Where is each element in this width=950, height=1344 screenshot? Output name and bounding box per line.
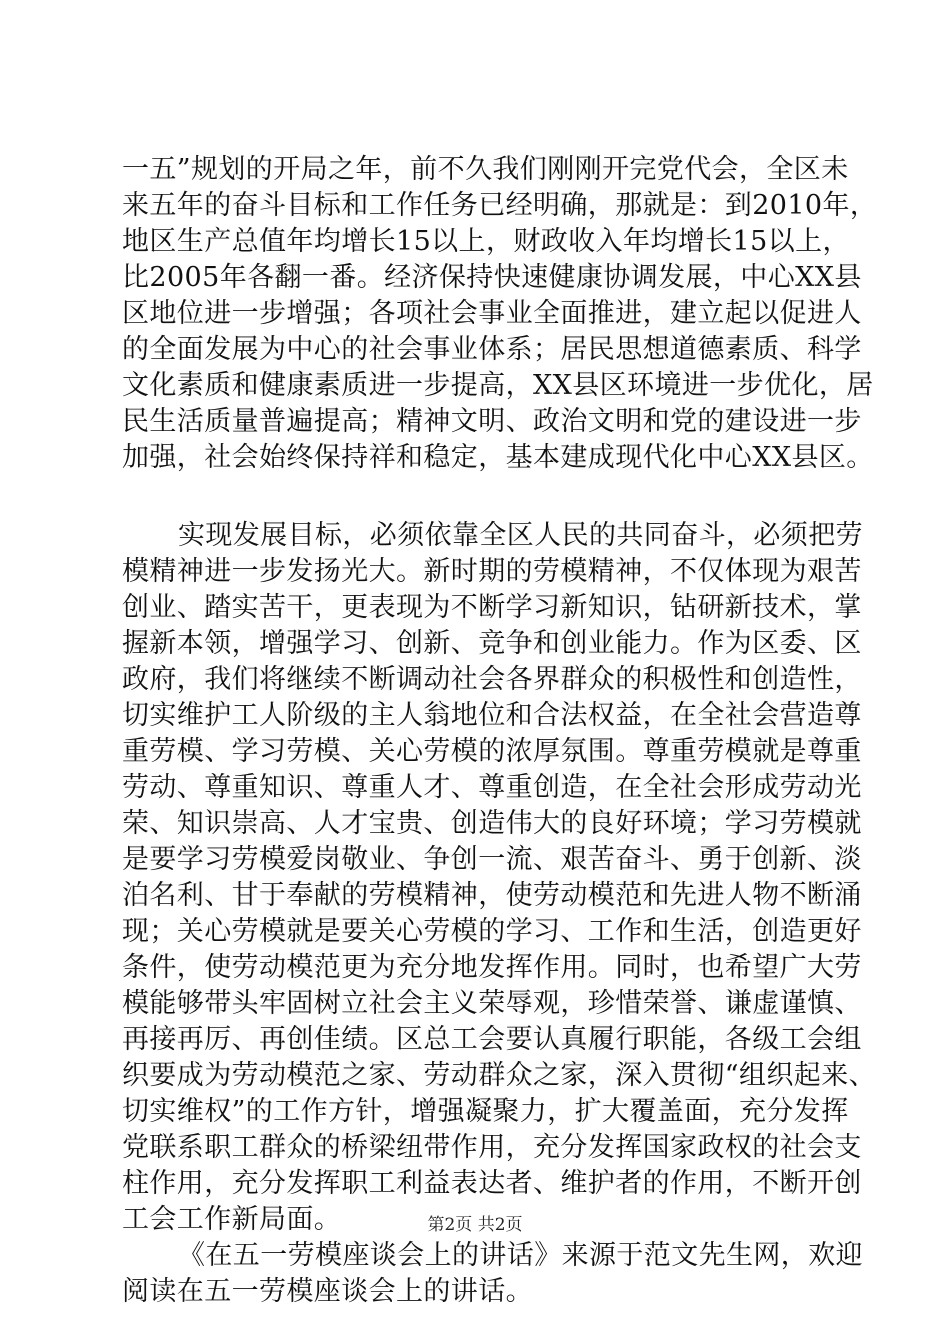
text-line: 创业、踏实苦干，更表现为不断学习新知识，钻研新技术，掌	[122, 592, 862, 623]
text-line: 区地位进一步增强；各项社会事业全面推进，建立起以促进人	[122, 298, 862, 329]
text-line: 实现发展目标，必须依靠全区人民的共同奋斗，必须把劳	[178, 520, 863, 551]
paragraph-1	[122, 152, 878, 476]
text-line: 模能够带头牢固树立社会主义荣辱观，珍惜荣誉、谦虚谨慎、	[122, 988, 862, 1019]
text-line: 握新本领，增强学习、创新、竞争和创业能力。作为区委、区	[122, 628, 862, 659]
text-line: 模精神进一步发扬光大。新时期的劳模精神，不仅体现为艰苦	[122, 556, 862, 587]
paragraph-spacer	[122, 476, 842, 518]
text-line: 民生活质量普遍提高；精神文明、政治文明和党的建设进一步	[122, 406, 862, 437]
text-line: 现；关心劳模就是要关心劳模的学习、工作和生活，创造更好	[122, 916, 862, 947]
text-line: 加强，社会始终保持祥和稳定，基本建成现代化中心XX县区。	[122, 442, 874, 473]
text-line: 切实维权”的工作方针，增强凝聚力，扩大覆盖面，充分发挥	[122, 1096, 849, 1127]
text-line: 党联系职工群众的桥梁纽带作用，充分发挥国家政权的社会支	[122, 1132, 862, 1163]
text-line: 《在五一劳模座谈会上的讲话》来源于范文先生网，欢迎	[178, 1240, 863, 1271]
text-line: 切实维护工人阶级的主人翁地位和合法权益，在全社会营造尊	[122, 700, 862, 731]
paragraph-3	[122, 1238, 863, 1310]
text-line: 劳动、尊重知识、尊重人才、尊重创造，在全社会形成劳动光	[122, 772, 862, 803]
document-body	[122, 152, 878, 1310]
text-line: 来五年的奋斗目标和工作任务已经明确，那就是：到2010年，	[122, 190, 878, 221]
text-line: 荣、知识崇高、人才宝贵、创造伟大的良好环境；学习劳模就	[122, 808, 862, 839]
paragraph-2	[122, 518, 877, 1238]
text-line: 织要成为劳动模范之家、劳动群众之家，深入贯彻“组织起来、	[122, 1060, 877, 1091]
text-line: 是要学习劳模爱岗敬业、争创一流、艰苦奋斗、勇于创新、淡	[122, 844, 862, 875]
text-line: 再接再厉、再创佳绩。区总工会要认真履行职能，各级工会组	[122, 1024, 862, 1055]
text-line: 条件，使劳动模范更为充分地发挥作用。同时，也希望广大劳	[122, 952, 862, 983]
text-line: 一五”规划的开局之年，前不久我们刚刚开完党代会，全区未	[122, 154, 849, 185]
text-line: 阅读在五一劳模座谈会上的讲话。	[122, 1276, 533, 1307]
text-line: 政府，我们将继续不断调动社会各界群众的积极性和创造性，	[122, 664, 862, 695]
page-number-footer: 第2页 共2页	[427, 1215, 523, 1235]
text-line: 文化素质和健康素质进一步提高，XX县区环境进一步优化，居	[122, 370, 874, 401]
text-line: 地区生产总值年均增长15以上，财政收入年均增长15以上，	[122, 226, 850, 257]
text-line: 的全面发展为中心的社会事业体系；居民思想道德素质、科学	[122, 334, 862, 365]
text-line: 重劳模、学习劳模、关心劳模的浓厚氛围。尊重劳模就是尊重	[122, 736, 862, 767]
text-line: 比2005年各翻一番。经济保持快速健康协调发展，中心XX县	[122, 262, 862, 293]
text-line: 柱作用，充分发挥职工利益表达者、维护者的作用，不断开创	[122, 1168, 862, 1199]
text-line: 泊名利、甘于奉献的劳模精神，使劳动模范和先进人物不断涌	[122, 880, 862, 911]
text-line: 工会工作新局面。	[122, 1204, 342, 1235]
